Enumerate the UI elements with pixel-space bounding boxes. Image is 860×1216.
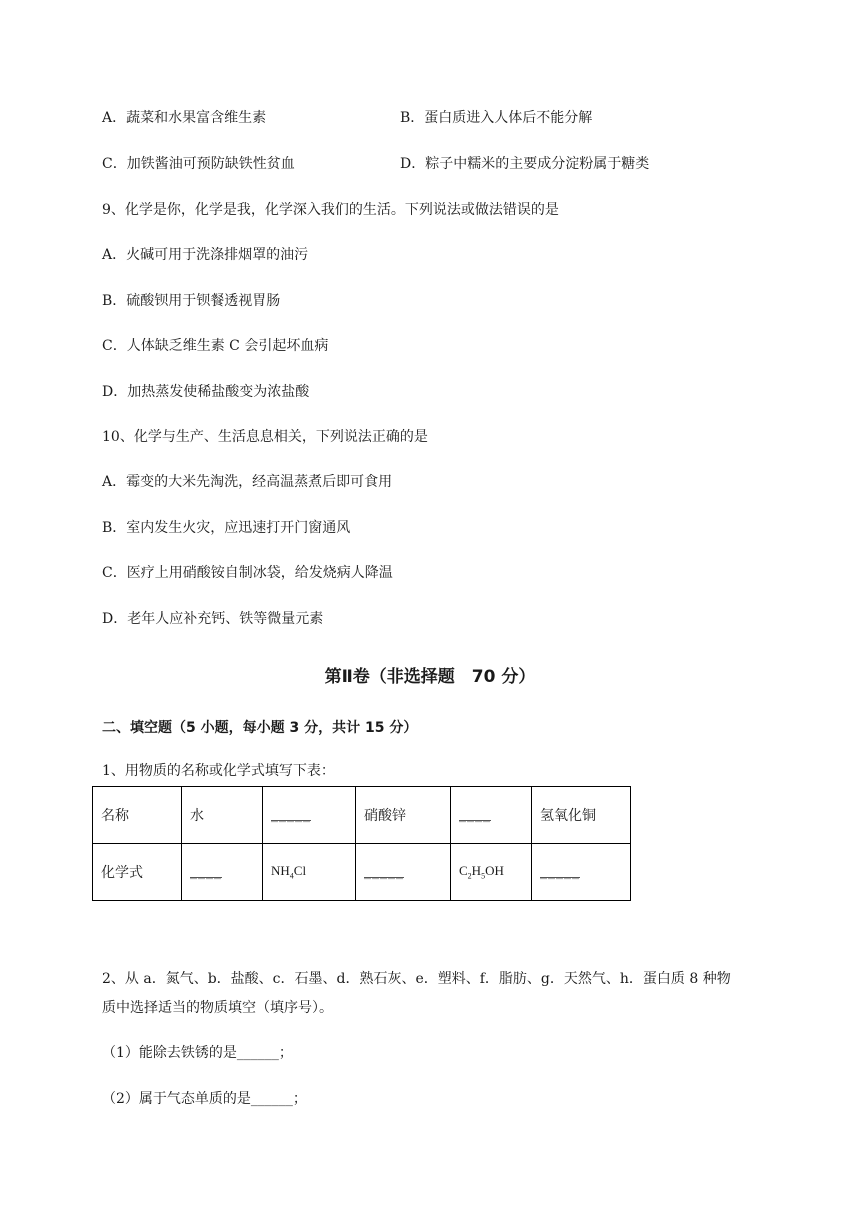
q8-option-b: B．蛋白质进入人体后不能分解 xyxy=(400,110,593,126)
fill-q2-sub2: （2）属于气态单质的是______； xyxy=(102,1091,307,1107)
fill-q2-stem-line2: 质中选择适当的物质填空（填序号）。 xyxy=(102,1000,333,1016)
table-cell: 名称 xyxy=(93,787,182,844)
table-cell: 硝酸锌 xyxy=(356,787,451,844)
table-row xyxy=(93,787,631,844)
formula-nh4cl: $NH_4Cl$ xyxy=(271,863,307,881)
q9-option-c: C．人体缺乏维生素 C 会引起坏血病 xyxy=(102,338,329,354)
table-cell xyxy=(451,787,532,844)
q8-option-a: A．蔬菜和水果富含维生素 xyxy=(102,110,267,126)
table-cell xyxy=(263,844,356,901)
q8-option-d: D．粽子中糯米的主要成分淀粉属于糖类 xyxy=(400,156,650,172)
answer-blank[interactable]: _____ xyxy=(271,807,311,823)
q9-option-d: D．加热蒸发使稀盐酸变为浓盐酸 xyxy=(102,384,310,400)
substance-table xyxy=(92,786,631,901)
formula-c2h5oh: $C_2H_5OH$ xyxy=(459,863,504,881)
answer-blank[interactable]: _____ xyxy=(364,864,404,880)
table-cell xyxy=(182,844,263,901)
table-row xyxy=(93,844,631,901)
part2-title: 第Ⅱ卷（非选择题 70 分） xyxy=(324,667,536,687)
answer-blank[interactable]: ____ xyxy=(190,864,222,880)
fill-q2-sub1: （1）能除去铁锈的是______； xyxy=(102,1045,293,1061)
q9-stem: 9、化学是你，化学是我，化学深入我们的生活。下列说法或做法错误的是 xyxy=(102,202,559,218)
q10-stem: 10、化学与生产、生活息息相关，下列说法正确的是 xyxy=(102,429,428,445)
table-cell xyxy=(532,844,631,901)
table-cell: 水 xyxy=(182,787,263,844)
fill-q2-stem-line1: 2、从 a．氮气、b．盐酸、c．石墨、d．熟石灰、e．塑料、f．脂肪、g．天然气、h．蛋白质 8 种物 xyxy=(102,971,731,987)
answer-blank[interactable]: _____ xyxy=(540,864,580,880)
table-cell: 化学式 xyxy=(93,844,182,901)
answer-blank[interactable]: ____ xyxy=(459,807,491,823)
fill-q1-stem: 1、用物质的名称或化学式填写下表： xyxy=(102,763,335,779)
table-cell xyxy=(451,844,532,901)
q9-option-b: B．硫酸钡用于钡餐透视胃肠 xyxy=(102,293,281,309)
table-cell xyxy=(263,787,356,844)
table-cell: 氢氧化铜 xyxy=(532,787,631,844)
q10-option-d: D．老年人应补充钙、铁等微量元素 xyxy=(102,611,324,627)
q10-option-a: A．霉变的大米先淘洗，经高温蒸煮后即可食用 xyxy=(102,474,393,490)
section2-heading: 二、填空题（5 小题，每小题 3 分，共计 15 分） xyxy=(102,720,418,736)
q10-option-b: B．室内发生火灾，应迅速打开门窗通风 xyxy=(102,520,351,536)
table-cell xyxy=(356,844,451,901)
q10-option-c: C．医疗上用硝酸铵自制冰袋，给发烧病人降温 xyxy=(102,565,393,581)
q9-option-a: A．火碱可用于洗涤排烟罩的油污 xyxy=(102,247,309,263)
q8-option-c: C．加铁酱油可预防缺铁性贫血 xyxy=(102,156,295,172)
